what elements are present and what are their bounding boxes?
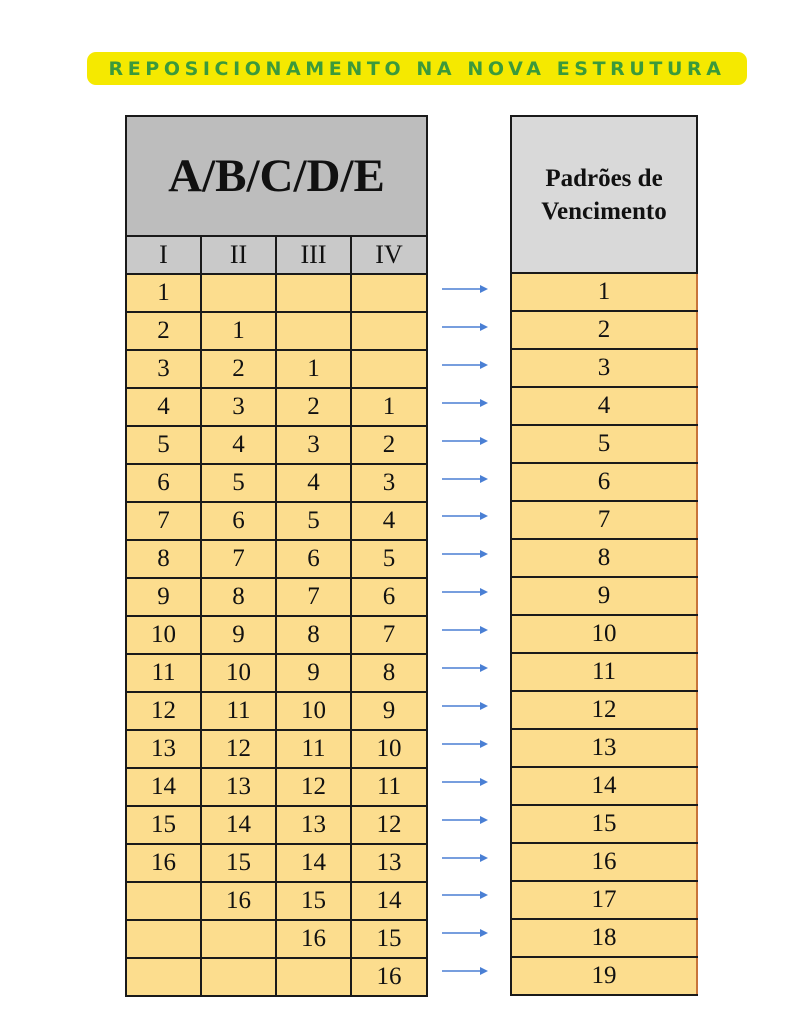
table-row — [126, 730, 427, 768]
standard-cell: 18 — [511, 919, 697, 957]
right-arrow-icon — [442, 322, 488, 332]
table-row — [511, 311, 697, 349]
level-cell: 2 — [276, 388, 351, 426]
level-cell: 11 — [351, 768, 427, 806]
level-cell: 6 — [201, 502, 276, 540]
table-row — [511, 387, 697, 425]
level-cell: 12 — [276, 768, 351, 806]
table-row — [126, 274, 427, 312]
level-cell: 14 — [126, 768, 201, 806]
standard-cell: 4 — [511, 387, 697, 425]
level-cell — [126, 920, 201, 958]
right-arrow-icon — [442, 549, 488, 559]
level-cell: 9 — [126, 578, 201, 616]
table-row — [126, 616, 427, 654]
right-arrow-icon — [442, 284, 488, 294]
table-row — [511, 805, 697, 843]
standard-cell: 11 — [511, 653, 697, 691]
level-cell: 4 — [201, 426, 276, 464]
table-row — [126, 806, 427, 844]
table-row — [126, 958, 427, 996]
level-cell: 8 — [351, 654, 427, 692]
table-row — [126, 692, 427, 730]
level-cell: 6 — [276, 540, 351, 578]
level-cell: 4 — [351, 502, 427, 540]
right-arrow-icon — [442, 928, 488, 938]
table-row — [511, 881, 697, 919]
column-header: I — [126, 236, 201, 274]
level-cell: 7 — [201, 540, 276, 578]
level-cell: 16 — [276, 920, 351, 958]
level-cell: 6 — [351, 578, 427, 616]
table-row — [126, 768, 427, 806]
standard-cell: 2 — [511, 311, 697, 349]
level-cell: 1 — [351, 388, 427, 426]
table-row — [511, 957, 697, 995]
level-cell — [276, 274, 351, 312]
right-arrow-icon — [442, 663, 488, 673]
standard-cell: 15 — [511, 805, 697, 843]
standard-cell: 13 — [511, 729, 697, 767]
table-row — [126, 312, 427, 350]
standard-cell: 3 — [511, 349, 697, 387]
level-cell: 13 — [276, 806, 351, 844]
banner-title: REPOSICIONAMENTO NA NOVA ESTRUTURA — [108, 57, 726, 80]
standard-cell: 7 — [511, 501, 697, 539]
table-row — [126, 882, 427, 920]
level-cell: 3 — [276, 426, 351, 464]
standard-cell: 16 — [511, 843, 697, 881]
standard-cell: 14 — [511, 767, 697, 805]
level-cell: 15 — [201, 844, 276, 882]
table-row — [511, 501, 697, 539]
level-cell: 2 — [126, 312, 201, 350]
banner — [87, 52, 747, 85]
level-cell: 10 — [126, 616, 201, 654]
table-row — [511, 767, 697, 805]
class-header: A/B/C/D/E — [126, 116, 427, 236]
level-cell: 3 — [351, 464, 427, 502]
right-arrow-icon — [442, 853, 488, 863]
level-cell: 5 — [351, 540, 427, 578]
right-arrow-icon — [442, 587, 488, 597]
level-cell — [351, 312, 427, 350]
level-cell: 2 — [201, 350, 276, 388]
level-cell: 5 — [126, 426, 201, 464]
table-row — [511, 691, 697, 729]
standard-cell: 19 — [511, 957, 697, 995]
level-cell: 4 — [276, 464, 351, 502]
level-cell: 1 — [201, 312, 276, 350]
right-arrow-icon — [442, 398, 488, 408]
level-cell: 7 — [126, 502, 201, 540]
level-cell — [351, 350, 427, 388]
table-row — [511, 539, 697, 577]
table-row — [511, 425, 697, 463]
right-arrow-icon — [442, 777, 488, 787]
right-arrow-icon — [442, 701, 488, 711]
class-level-table — [125, 115, 428, 997]
right-arrow-icon — [442, 436, 488, 446]
right-arrow-icon — [442, 474, 488, 484]
level-cell: 7 — [351, 616, 427, 654]
level-cell: 9 — [201, 616, 276, 654]
standard-cell: 9 — [511, 577, 697, 615]
table-row — [126, 388, 427, 426]
table-row — [126, 540, 427, 578]
right-arrow-icon — [442, 360, 488, 370]
column-header: III — [276, 236, 351, 274]
level-cell — [351, 274, 427, 312]
standard-cell: 6 — [511, 463, 697, 501]
table-row — [511, 653, 697, 691]
table-row — [126, 654, 427, 692]
right-arrow-icon — [442, 966, 488, 976]
level-cell: 8 — [201, 578, 276, 616]
right-arrow-icon — [442, 625, 488, 635]
standard-cell: 17 — [511, 881, 697, 919]
level-cell — [126, 958, 201, 996]
level-cell: 9 — [351, 692, 427, 730]
level-cell: 13 — [201, 768, 276, 806]
column-header: II — [201, 236, 276, 274]
level-cell: 4 — [126, 388, 201, 426]
column-header: IV — [351, 236, 427, 274]
table-row — [126, 350, 427, 388]
level-cell: 9 — [276, 654, 351, 692]
level-cell: 15 — [126, 806, 201, 844]
table-row — [126, 502, 427, 540]
level-cell: 10 — [351, 730, 427, 768]
salary-standard-header-line2: Vencimento — [541, 197, 667, 225]
table-row — [511, 919, 697, 957]
level-cell: 16 — [351, 958, 427, 996]
level-cell: 16 — [126, 844, 201, 882]
level-cell: 10 — [276, 692, 351, 730]
table-row — [511, 729, 697, 767]
table-row — [126, 920, 427, 958]
level-cell: 14 — [201, 806, 276, 844]
standard-cell: 1 — [511, 273, 697, 311]
level-cell: 8 — [126, 540, 201, 578]
right-arrow-icon — [442, 739, 488, 749]
level-cell: 5 — [201, 464, 276, 502]
table-row — [511, 843, 697, 881]
level-cell: 13 — [351, 844, 427, 882]
right-arrow-icon — [442, 511, 488, 521]
table-row — [511, 615, 697, 653]
level-cell — [201, 274, 276, 312]
level-cell: 1 — [126, 274, 201, 312]
standard-cell: 10 — [511, 615, 697, 653]
level-cell: 12 — [201, 730, 276, 768]
level-cell: 16 — [201, 882, 276, 920]
table-row — [511, 463, 697, 501]
standard-cell: 12 — [511, 691, 697, 729]
level-cell: 1 — [276, 350, 351, 388]
standard-cell: 8 — [511, 539, 697, 577]
salary-standard-table — [510, 115, 698, 996]
table-row — [126, 578, 427, 616]
level-cell: 11 — [126, 654, 201, 692]
level-cell: 5 — [276, 502, 351, 540]
level-cell: 7 — [276, 578, 351, 616]
table-row — [511, 273, 697, 311]
standard-cell: 5 — [511, 425, 697, 463]
level-cell: 11 — [276, 730, 351, 768]
table-row — [126, 464, 427, 502]
right-arrow-icon — [442, 815, 488, 825]
level-cell: 10 — [201, 654, 276, 692]
level-cell: 12 — [126, 692, 201, 730]
level-cell: 8 — [276, 616, 351, 654]
level-cell — [201, 958, 276, 996]
level-cell — [201, 920, 276, 958]
level-cell: 15 — [276, 882, 351, 920]
table-row — [511, 577, 697, 615]
level-cell — [276, 958, 351, 996]
level-cell: 11 — [201, 692, 276, 730]
level-cell: 6 — [126, 464, 201, 502]
table-row — [511, 349, 697, 387]
salary-standard-header — [511, 116, 697, 273]
level-cell: 2 — [351, 426, 427, 464]
level-cell: 14 — [351, 882, 427, 920]
level-cell: 3 — [201, 388, 276, 426]
level-cell: 3 — [126, 350, 201, 388]
level-cell: 14 — [276, 844, 351, 882]
right-arrow-icon — [442, 890, 488, 900]
level-cell: 13 — [126, 730, 201, 768]
level-cell — [126, 882, 201, 920]
level-cell: 15 — [351, 920, 427, 958]
level-cell — [276, 312, 351, 350]
table-row — [126, 844, 427, 882]
level-cell: 12 — [351, 806, 427, 844]
table-row — [126, 426, 427, 464]
salary-standard-header-line1: Padrões de — [545, 164, 663, 192]
